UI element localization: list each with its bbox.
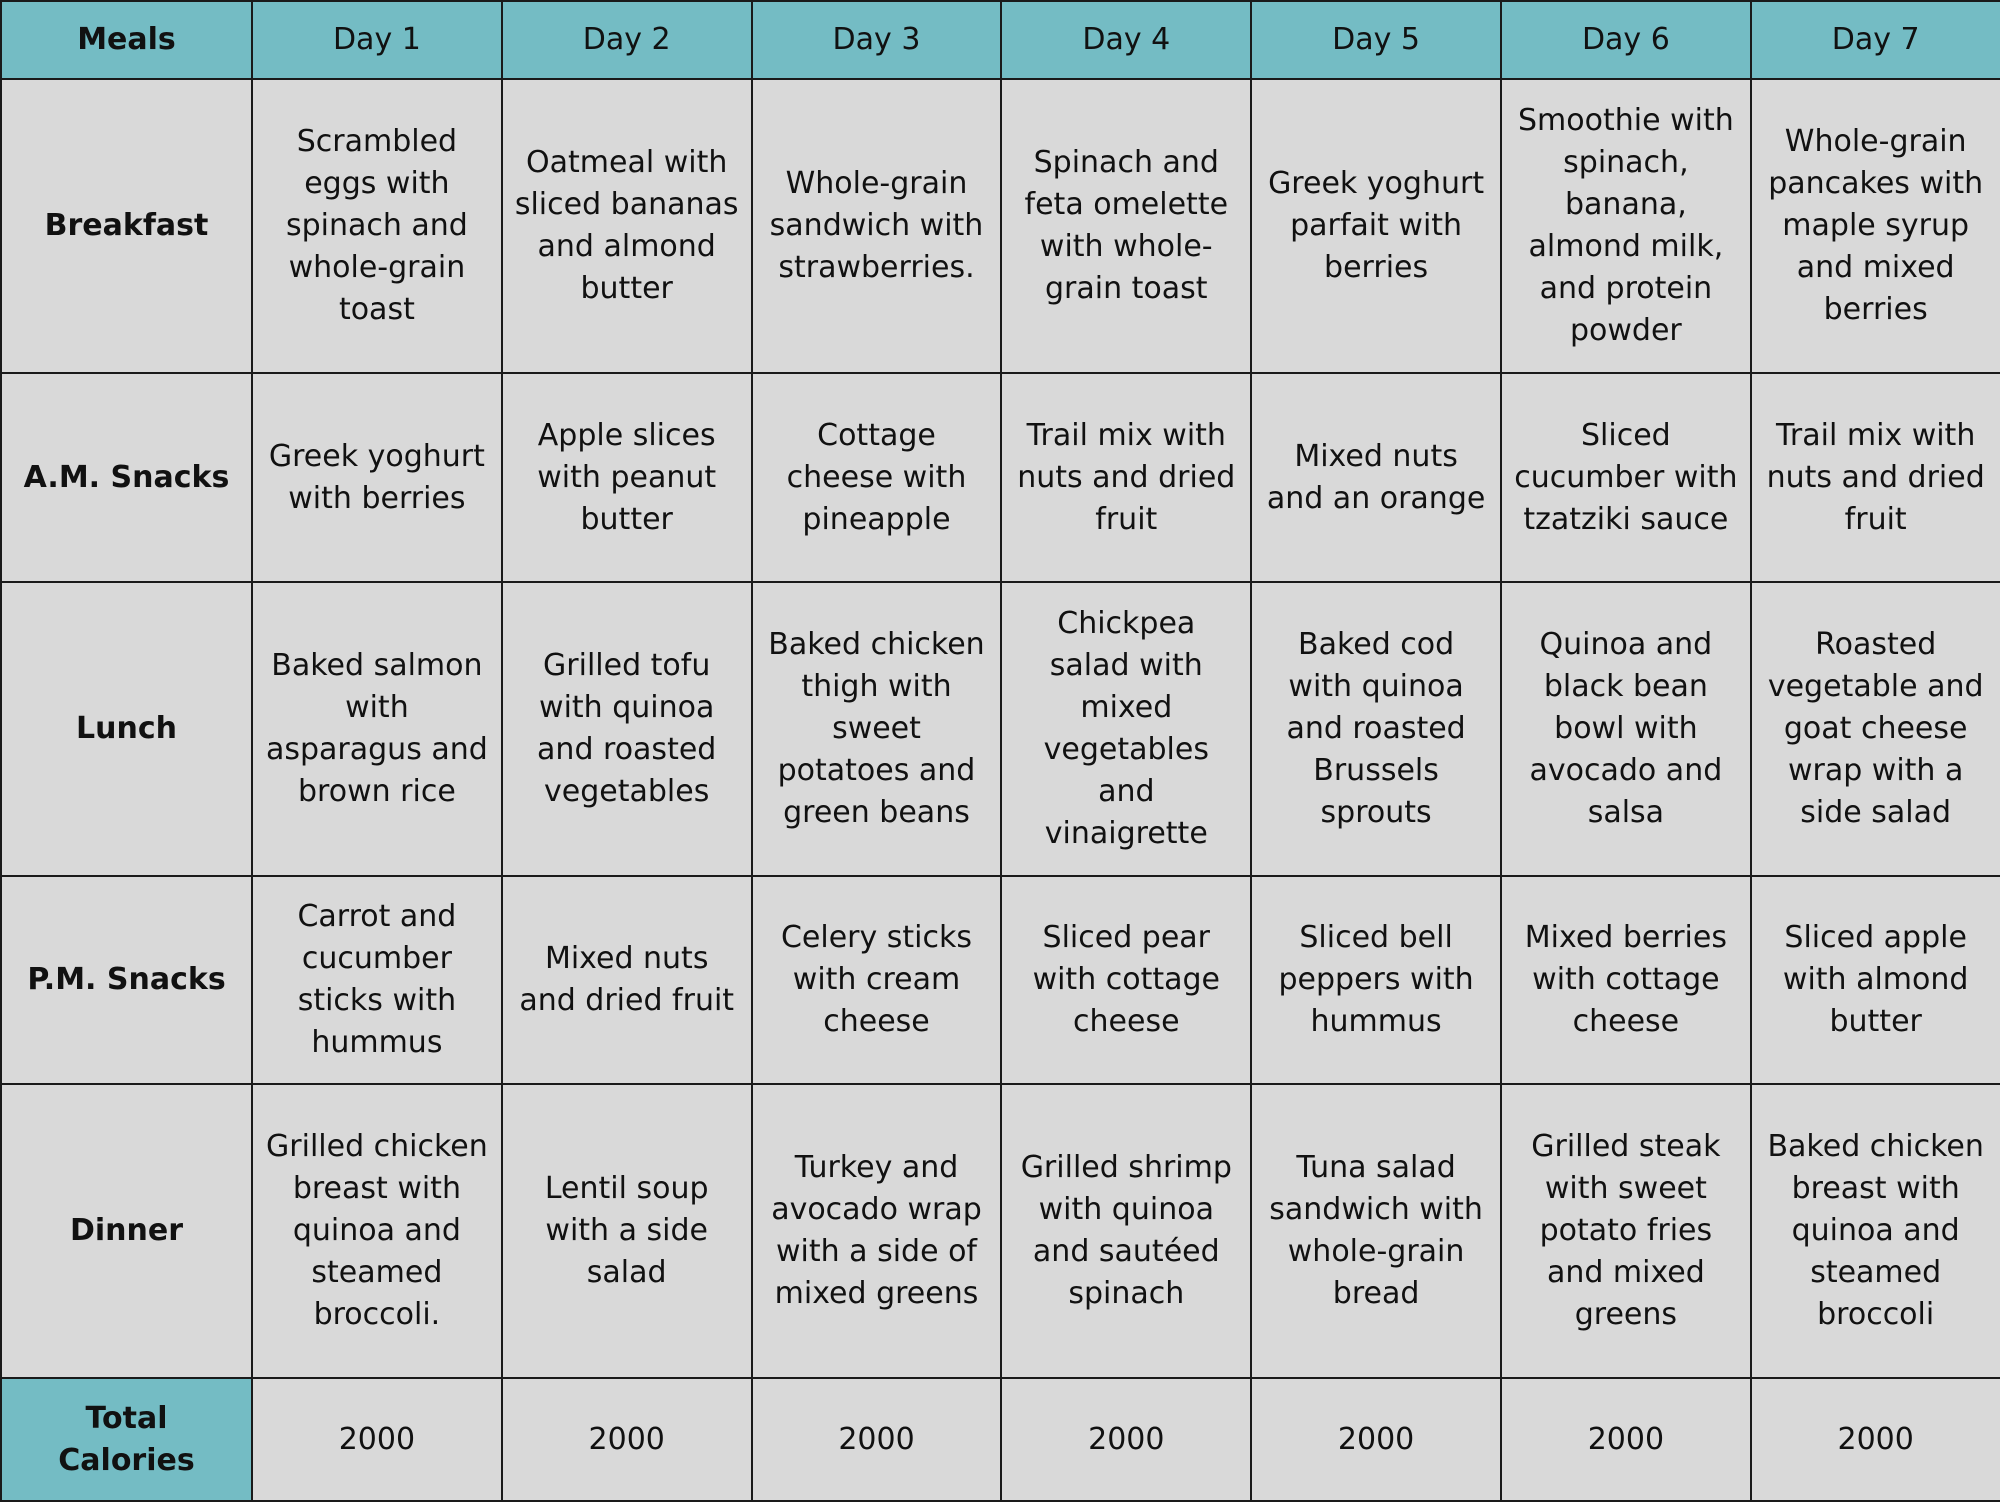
meal-cell: Trail mix with nuts and dried fruit — [1001, 373, 1251, 582]
meal-cell: Scrambled eggs with spinach and whole-grain toast — [252, 79, 502, 373]
meal-cell: Turkey and avocado wrap with a side of mixed greens — [752, 1084, 1002, 1378]
calorie-cell: 2000 — [1001, 1378, 1251, 1501]
header-row — [1, 1, 2000, 79]
row-label: Breakfast — [1, 79, 252, 373]
table-row-am-snacks — [1, 373, 2000, 582]
calorie-cell: 2000 — [1751, 1378, 2000, 1501]
meal-cell: Grilled tofu with quinoa and roasted vegetables — [502, 582, 752, 876]
table-row-lunch — [1, 582, 2000, 876]
meal-cell: Sliced pear with cottage cheese — [1001, 876, 1251, 1084]
meal-cell: Chickpea salad with mixed vegetables and vinaigrette — [1001, 582, 1251, 876]
calorie-cell: 2000 — [752, 1378, 1002, 1501]
meal-cell: Mixed berries with cottage cheese — [1501, 876, 1751, 1084]
day-header: Day 3 — [752, 1, 1002, 79]
row-label: P.M. Snacks — [1, 876, 252, 1084]
calorie-cell: 2000 — [1501, 1378, 1751, 1501]
row-label: Total Calories — [1, 1378, 252, 1501]
day-header: Day 5 — [1251, 1, 1501, 79]
calorie-cell: 2000 — [502, 1378, 752, 1501]
meal-cell: Smoothie with spinach, banana, almond milk, and protein powder — [1501, 79, 1751, 373]
meal-cell: Grilled steak with sweet potato fries and mixed greens — [1501, 1084, 1751, 1378]
meal-cell: Celery sticks with cream cheese — [752, 876, 1002, 1084]
meal-cell: Quinoa and black bean bowl with avocado and salsa — [1501, 582, 1751, 876]
day-header: Day 7 — [1751, 1, 2000, 79]
meal-cell: Whole-grain sandwich with strawberries. — [752, 79, 1002, 373]
meal-cell: Mixed nuts and an orange — [1251, 373, 1501, 582]
meal-cell: Baked chicken breast with quinoa and steamed broccoli — [1751, 1084, 2000, 1378]
meal-cell: Greek yoghurt with berries — [252, 373, 502, 582]
calorie-cell: 2000 — [252, 1378, 502, 1501]
meal-cell: Lentil soup with a side salad — [502, 1084, 752, 1378]
meal-cell: Oatmeal with sliced bananas and almond butter — [502, 79, 752, 373]
meal-cell: Tuna salad sandwich with whole-grain bread — [1251, 1084, 1501, 1378]
table-row-pm-snacks — [1, 876, 2000, 1084]
meal-cell: Baked salmon with asparagus and brown rice — [252, 582, 502, 876]
day-header: Day 4 — [1001, 1, 1251, 79]
meal-cell: Carrot and cucumber sticks with hummus — [252, 876, 502, 1084]
table-row-breakfast — [1, 79, 2000, 373]
meal-cell: Apple slices with peanut butter — [502, 373, 752, 582]
row-label: Lunch — [1, 582, 252, 876]
meal-cell: Roasted vegetable and goat cheese wrap with a side salad — [1751, 582, 2000, 876]
day-header: Day 6 — [1501, 1, 1751, 79]
meal-cell: Sliced bell peppers with hummus — [1251, 876, 1501, 1084]
meal-cell: Greek yoghurt parfait with berries — [1251, 79, 1501, 373]
row-label: A.M. Snacks — [1, 373, 252, 582]
meal-cell: Whole-grain pancakes with maple syrup and mixed berries — [1751, 79, 2000, 373]
meal-cell: Grilled chicken breast with quinoa and steamed broccoli. — [252, 1084, 502, 1378]
table-row-total-calories — [1, 1378, 2000, 1501]
meal-cell: Spinach and feta omelette with whole-grain toast — [1001, 79, 1251, 373]
day-header: Day 1 — [252, 1, 502, 79]
meal-cell: Cottage cheese with pineapple — [752, 373, 1002, 582]
meal-cell: Grilled shrimp with quinoa and sautéed spinach — [1001, 1084, 1251, 1378]
table-row-dinner — [1, 1084, 2000, 1378]
meal-cell: Baked cod with quinoa and roasted Brussels sprouts — [1251, 582, 1501, 876]
meal-cell: Sliced apple with almond butter — [1751, 876, 2000, 1084]
meal-cell: Sliced cucumber with tzatziki sauce — [1501, 373, 1751, 582]
day-header: Day 2 — [502, 1, 752, 79]
meal-cell: Baked chicken thigh with sweet potatoes and green beans — [752, 582, 1002, 876]
meal-cell: Mixed nuts and dried fruit — [502, 876, 752, 1084]
calorie-cell: 2000 — [1251, 1378, 1501, 1501]
meals-header: Meals — [1, 1, 252, 79]
meal-cell: Trail mix with nuts and dried fruit — [1751, 373, 2000, 582]
row-label: Dinner — [1, 1084, 252, 1378]
